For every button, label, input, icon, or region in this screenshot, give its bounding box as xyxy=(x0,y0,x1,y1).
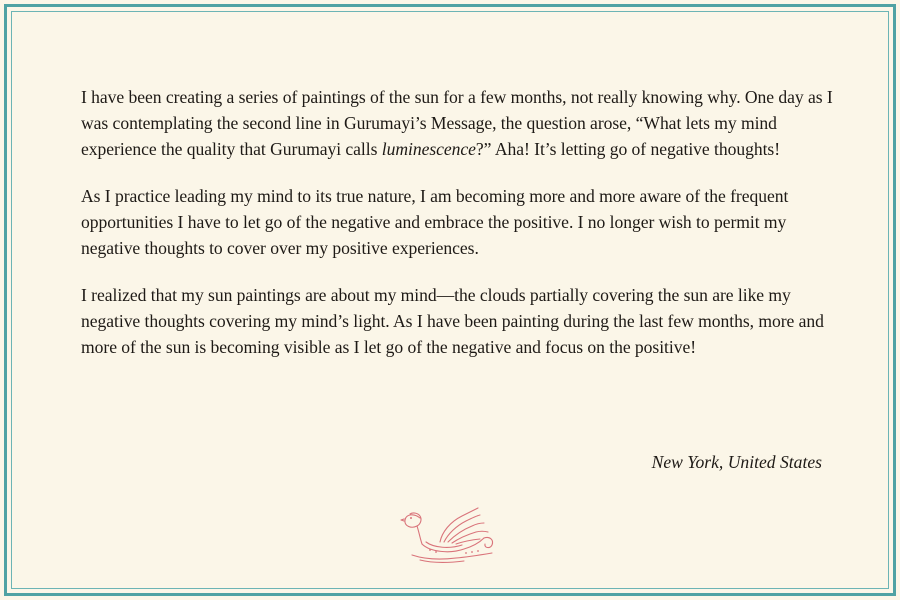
paragraph-1-text-after: ?” Aha! It’s letting go of negative thoughts! xyxy=(475,139,781,159)
swan-ornament-icon xyxy=(400,502,500,566)
paragraph-1-emphasis: luminescence xyxy=(381,139,476,159)
paragraph-3: I realized that my sun paintings are about my mind—the clouds partially covering the sun are like my negative thoughts covering my mind’s light. As I have been painting during the last few months, more and more of the sun is becoming visible as I let go of the negative and focus on the positive! xyxy=(81,285,824,357)
paragraph-1 xyxy=(81,84,841,162)
signature-location: New York, United States xyxy=(651,452,822,472)
letter-body xyxy=(81,84,841,360)
paragraph-2: As I practice leading my mind to its true nature, I am becoming more and more aware of the frequent opportunities I have to let go of the negative and embrace the positive. I no longer wish to permit my negative thoughts to cover over my positive experiences. xyxy=(81,186,789,258)
paragraph-1-text-before: I have been creating a series of paintings of the sun for a few months, not really knowing why. One day as I was contemplating the second line in Gurumayi’s Message, the question arose, “What lets my mind experience the quality that Gurumayi calls xyxy=(81,87,833,159)
